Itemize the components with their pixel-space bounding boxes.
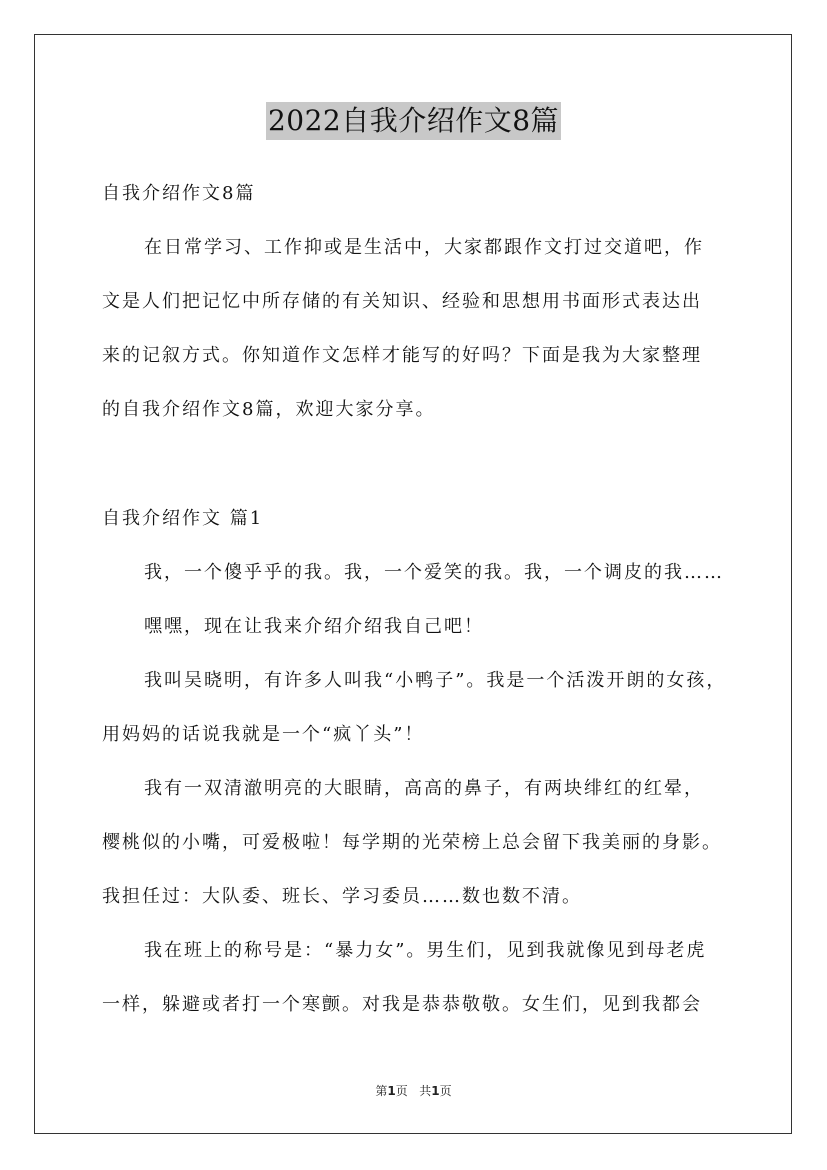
footer-current-page: 1 <box>387 1084 396 1098</box>
body-line: 用妈妈的话说我就是一个“疯丫头”！ <box>102 724 425 745</box>
footer-total-pages: 1 <box>431 1084 440 1098</box>
intro-line: 文是人们把记忆中所存储的有关知识、经验和思想用书面形式表达出 <box>102 291 702 312</box>
body-line: 我在班上的称号是：“暴力女”。男生们，见到我就像见到母老虎 <box>144 940 707 961</box>
title-wrap <box>0 102 827 140</box>
footer-prefix: 第 <box>375 1084 388 1098</box>
page-footer <box>0 1083 827 1099</box>
body-line: 我，一个傻乎乎的我。我，一个爱笑的我。我，一个调皮的我…… <box>144 562 724 583</box>
footer-suffix: 页 <box>439 1084 452 1098</box>
body-line: 樱桃似的小嘴，可爱极啦！每学期的光荣榜上总会留下我美丽的身影。 <box>102 832 722 853</box>
intro-line: 来的记叙方式。你知道作文怎样才能写的好吗？下面是我为大家整理 <box>102 345 702 366</box>
document-title: 2022自我介绍作文8篇 <box>266 102 561 140</box>
intro-line: 在日常学习、工作抑或是生活中，大家都跟作文打过交道吧，作 <box>144 237 704 258</box>
body-line: 嘿嘿，现在让我来介绍介绍我自己吧！ <box>144 616 484 637</box>
section-heading: 自我介绍作文 篇1 <box>102 508 264 529</box>
footer-mid: 页 共 <box>395 1084 432 1098</box>
body-line: 我担任过：大队委、班长、学习委员……数也数不清。 <box>102 886 582 907</box>
document-subtitle: 自我介绍作文8篇 <box>102 183 256 204</box>
intro-line: 的自我介绍作文8篇，欢迎大家分享。 <box>102 399 436 420</box>
body-line: 一样，躲避或者打一个寒颤。对我是恭恭敬敬。女生们，见到我都会 <box>102 994 702 1015</box>
body-line: 我有一双清澈明亮的大眼睛，高高的鼻子，有两块绯红的红晕， <box>144 778 704 799</box>
body-line: 我叫吴晓明，有许多人叫我“小鸭子”。我是一个活泼开朗的女孩， <box>144 670 727 691</box>
